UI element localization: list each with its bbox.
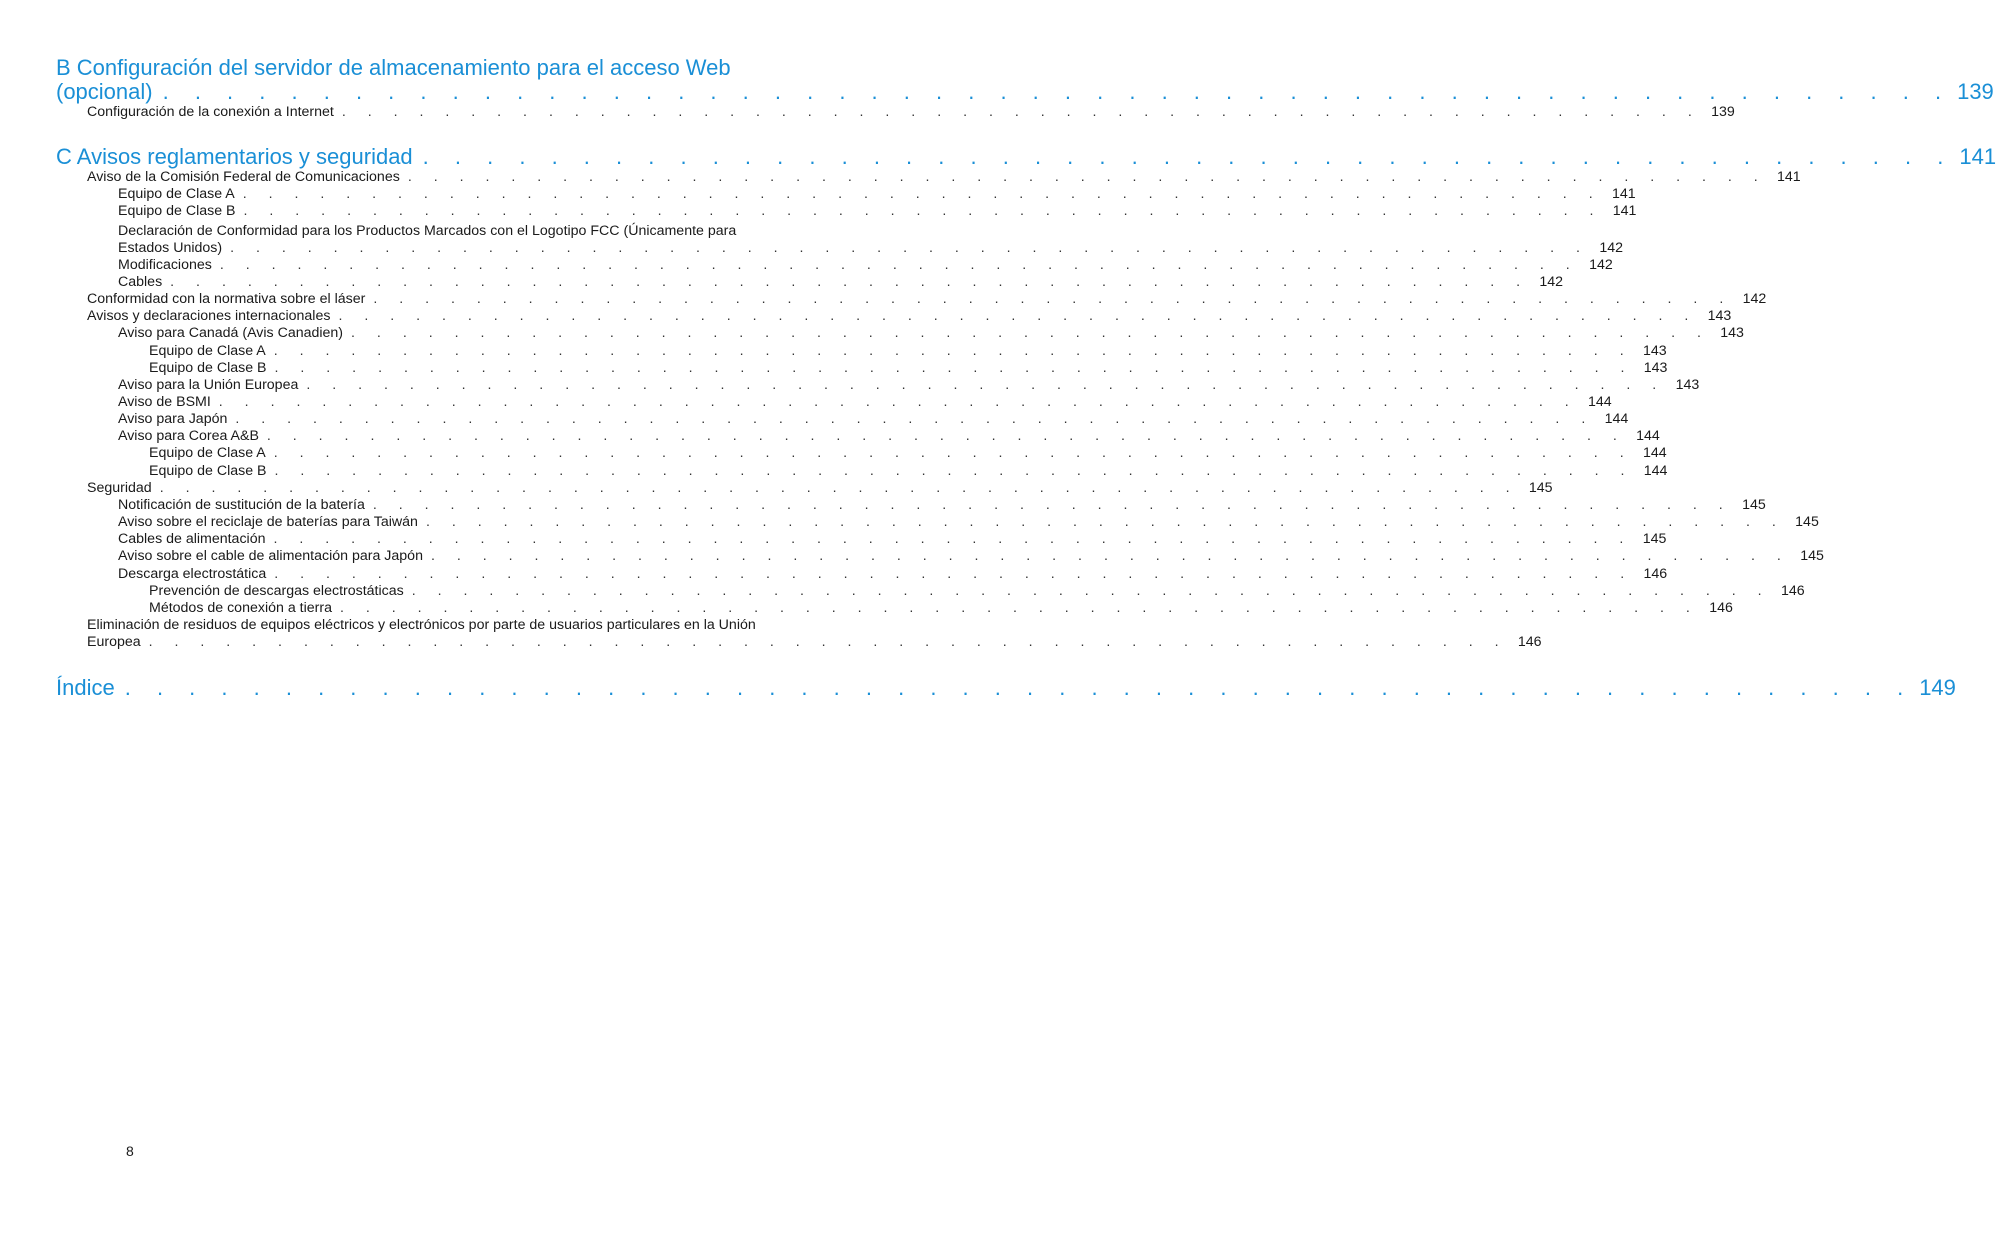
toc-entry[interactable]: [149, 600, 1733, 617]
entry-page-number: 145: [1800, 548, 1824, 564]
chapter-page-number: 139: [1957, 79, 1994, 104]
toc-entry[interactable]: [118, 325, 1744, 342]
entry-title: Aviso sobre el cable de alimentación para Japón: [118, 548, 423, 564]
chapter-title-line: B Configuración del servidor de almacenamiento para el acceso Web: [56, 55, 731, 80]
toc-entry[interactable]: [118, 497, 1766, 514]
toc-entry[interactable]: [87, 291, 1767, 308]
entry-title: Métodos de conexión a tierra: [149, 600, 332, 616]
entry-title: Aviso de la Comisión Federal de Comunicaciones: [87, 169, 400, 185]
entry-title: Equipo de Clase A: [149, 445, 266, 461]
entry-title: Descarga electrostática: [118, 566, 267, 582]
chapter-page-number: 141: [1959, 144, 1996, 169]
toc-entry[interactable]: [149, 360, 1668, 377]
dot-leader: . . . . . . . . . . . . . . . . . . . . . . . . . . . . . . . . . . . . . . . . . . . . . . . . . . . . .: [159, 480, 1519, 496]
entry-title: Prevención de descargas electrostáticas: [149, 583, 404, 599]
entry-page-number: 146: [1643, 566, 1668, 582]
toc-entry[interactable]: [118, 257, 1613, 274]
dot-leader: . . . . . . . . . . . . . . . . . . . . . . . . . . . . . . . . . . . . . . . . . . . . . . . . . . . . .: [219, 257, 1579, 273]
toc-entry[interactable]: [118, 566, 1668, 583]
entry-title: Seguridad: [87, 480, 152, 496]
dot-leader: . . . . . . . . . . . . . . . . . . . . . . . . . . . . . . . . . . . . . . . . . . . . . . . . . . . . .: [273, 445, 1633, 461]
dot-leader: . . . . . . . . . . . . . . . . . . . . . . . . . . . . . . . . . . . . . . . . . . . . . . . . . . . . .: [274, 463, 1634, 479]
dot-leader: . . . . . . . . . . . . . . . . . . . . . . . . . . . . . . . . . . . . . . . . . . . . . . . . . . . . . . . .: [162, 79, 1952, 104]
entry-title: Aviso para Corea A&B: [118, 428, 259, 444]
dot-leader: . . . . . . . . . . . . . . . . . . . . . . . . . . . . . . . . . . . . . . . . . . . . . . . . . . . . .: [218, 394, 1578, 410]
entry-title: Equipo de Clase B: [118, 203, 236, 219]
entry-title: Avisos y declaraciones internacionales: [87, 308, 331, 324]
toc-entry[interactable]: [118, 514, 1819, 531]
entry-title: Modificaciones: [118, 257, 212, 273]
entry-title: Aviso para la Unión Europea: [118, 377, 299, 393]
toc-entry[interactable]: [149, 463, 1668, 480]
entry-page-number: 142: [1599, 240, 1623, 256]
entry-title-line: Eliminación de residuos de equipos eléctricos y electrónicos por parte de usuarios particulares en la Unión: [87, 617, 756, 633]
entry-title: Cables de alimentación: [118, 531, 266, 547]
entry-page-number: 145: [1742, 497, 1766, 513]
entry-title: Aviso sobre el reciclaje de baterías para Taiwán: [118, 514, 418, 530]
dot-leader: . . . . . . . . . . . . . . . . . . . . . . . . . . . . . . . . . . . . . . . . . . . . . . . . . . . . .: [351, 325, 1710, 341]
entry-page-number: 143: [1675, 377, 1700, 393]
entry-title: Cables: [118, 274, 163, 290]
entry-title-line: Declaración de Conformidad para los Productos Marcados con el Logotipo FCC (Únicamente para: [118, 223, 737, 239]
toc-chapter-c[interactable]: [56, 144, 1996, 169]
entry-page-number: 141: [1612, 203, 1637, 219]
chapter-title: Índice: [56, 675, 115, 700]
dot-leader: . . . . . . . . . . . . . . . . . . . . . . . . . . . . . . . . . . . . . . . . . . . . . . . . . . . . .: [338, 308, 1698, 324]
entry-page-number: 142: [1742, 291, 1767, 307]
entry-page-number: 144: [1636, 428, 1660, 444]
dot-leader: . . . . . . . . . . . . . . . . . . . . . . . . . . . . . . . . . . . . . . . . . . . . . . . . . . . . .: [407, 169, 1767, 185]
entry-page-number: 144: [1642, 445, 1667, 461]
entry-page-number: 142: [1589, 257, 1613, 273]
toc-chapter-index[interactable]: [56, 675, 1956, 700]
dot-leader: . . . . . . . . . . . . . . . . . . . . . . . . . . . . . . . . . . . . . . . . . . . . . . . . . . . . .: [430, 548, 1790, 564]
dot-leader: . . . . . . . . . . . . . . . . . . . . . . . . . . . . . . . . . . . . . . . . . . . . . . . . . . . . .: [425, 514, 1785, 530]
dot-leader: . . . . . . . . . . . . . . . . . . . . . . . . . . . . . . . . . . . . . . . . . . . . . . . . . . . . .: [341, 104, 1701, 120]
entry-title: Equipo de Clase A: [149, 343, 266, 359]
entry-page-number: 146: [1780, 583, 1805, 599]
entry-page-number: 144: [1588, 394, 1612, 410]
toc-chapter-b[interactable]: [56, 55, 1994, 104]
entry-page-number: 146: [1709, 600, 1733, 616]
dot-leader: . . . . . . . . . . . . . . . . . . . . . . . . . . . . . . . . . . . . . . . . . . . . . . . . . . . . .: [235, 411, 1595, 427]
dot-leader: . . . . . . . . . . . . . . . . . . . . . . . . . . . . . . . . . . . . . . . . . . . . . . . . . . . . .: [230, 240, 1589, 256]
entry-page-number: 141: [1611, 186, 1636, 202]
dot-leader: . . . . . . . . . . . . . . . . . . . . . . . . . . . . . . . . . . . . . . . . . . . . . . . . . . . . .: [306, 377, 1666, 393]
dot-leader: . . . . . . . . . . . . . . . . . . . . . . . . . . . . . . . . . . . . . . . . . . . . . . . . . . . . .: [274, 360, 1634, 376]
entry-page-number: 144: [1643, 463, 1668, 479]
toc-entry[interactable]: [118, 548, 1824, 565]
dot-leader: . . . . . . . . . . . . . . . . . . . . . . . . . . . . . . . . . . . . . . . . . . . . . . . . . . . . .: [266, 428, 1626, 444]
dot-leader: . . . . . . . . . . . . . . . . . . . . . . . . . . . . . . . . . . . . . . . . . . . . . . . . . . . . .: [170, 274, 1530, 290]
chapter-page-number: 149: [1919, 675, 1956, 700]
dot-leader: . . . . . . . . . . . . . . . . . . . . . . . . . . . . . . . . . . . . . . . . . . . . . . . . . . . . .: [242, 186, 1602, 202]
entry-page-number: 143: [1720, 325, 1744, 341]
toc-entry[interactable]: [149, 583, 1805, 600]
entry-title: Notificación de sustitución de la batería: [118, 497, 365, 513]
dot-leader: . . . . . . . . . . . . . . . . . . . . . . . . . . . . . . . . . . . . . . . . . . . . . . . . . . . . . . . .: [124, 675, 1914, 700]
dot-leader: . . . . . . . . . . . . . . . . . . . . . . . . . . . . . . . . . . . . . . . . . . . . . . . . . . . . .: [273, 343, 1633, 359]
dot-leader: . . . . . . . . . . . . . . . . . . . . . . . . . . . . . . . . . . . . . . . . . . . . . . . . . . . . .: [273, 531, 1633, 547]
entry-title: Conformidad con la normativa sobre el láser: [87, 291, 366, 307]
page-number: 8: [126, 1143, 134, 1159]
dot-leader: . . . . . . . . . . . . . . . . . . . . . . . . . . . . . . . . . . . . . . . . . . . . . . . . . . . . .: [274, 566, 1634, 582]
toc-entry[interactable]: [118, 411, 1629, 428]
entry-page-number: 143: [1707, 308, 1732, 324]
entry-title: Aviso de BSMI: [118, 394, 211, 410]
toc-entry[interactable]: [118, 377, 1700, 394]
entry-page-number: 143: [1643, 360, 1668, 376]
entry-page-number: 142: [1539, 274, 1564, 290]
entry-title: Estados Unidos): [118, 240, 223, 256]
dot-leader: . . . . . . . . . . . . . . . . . . . . . . . . . . . . . . . . . . . . . . . . . . . . . . . . . . . . .: [148, 634, 1508, 650]
entry-page-number: 139: [1711, 104, 1735, 120]
entry-title: Equipo de Clase B: [149, 360, 267, 376]
entry-page-number: 141: [1777, 169, 1801, 185]
entry-title: Aviso para Japón: [118, 411, 228, 427]
toc-entry[interactable]: [149, 343, 1667, 360]
toc-entry[interactable]: [118, 428, 1660, 445]
entry-title: Aviso para Canadá (Avis Canadien): [118, 325, 344, 341]
toc-entry[interactable]: [149, 445, 1667, 462]
toc-entry[interactable]: [118, 274, 1564, 291]
toc-entry[interactable]: [87, 169, 1801, 186]
entry-title: Equipo de Clase A: [118, 186, 235, 202]
toc-entry[interactable]: [87, 480, 1553, 497]
toc-entry[interactable]: [118, 203, 1637, 220]
entry-page-number: 146: [1517, 634, 1542, 650]
entry-page-number: 145: [1795, 514, 1819, 530]
entry-page-number: 145: [1642, 531, 1667, 547]
toc-entry[interactable]: [87, 104, 1735, 121]
entry-page-number: 144: [1604, 411, 1629, 427]
toc-entry[interactable]: [87, 308, 1732, 325]
toc-entry[interactable]: [118, 186, 1636, 203]
entry-title: Equipo de Clase B: [149, 463, 267, 479]
toc-entry[interactable]: [118, 223, 1623, 257]
entry-page-number: 143: [1642, 343, 1667, 359]
dot-leader: . . . . . . . . . . . . . . . . . . . . . . . . . . . . . . . . . . . . . . . . . . . . . . . . . . . . .: [372, 497, 1732, 513]
dot-leader: . . . . . . . . . . . . . . . . . . . . . . . . . . . . . . . . . . . . . . . . . . . . . . . .: [422, 144, 1954, 169]
chapter-title: (opcional): [56, 79, 153, 104]
dot-leader: . . . . . . . . . . . . . . . . . . . . . . . . . . . . . . . . . . . . . . . . . . . . . . . . . . . . .: [339, 600, 1699, 616]
entry-title: Europea: [87, 634, 141, 650]
toc-entry[interactable]: [118, 531, 1667, 548]
toc-entry[interactable]: [118, 394, 1612, 411]
entry-page-number: 145: [1528, 480, 1553, 496]
entry-title: Configuración de la conexión a Internet: [87, 104, 334, 120]
chapter-title: C Avisos reglamentarios y seguridad: [56, 144, 413, 169]
toc-entry[interactable]: [87, 617, 1542, 651]
dot-leader: . . . . . . . . . . . . . . . . . . . . . . . . . . . . . . . . . . . . . . . . . . . . . . . . . . . . .: [373, 291, 1733, 307]
dot-leader: . . . . . . . . . . . . . . . . . . . . . . . . . . . . . . . . . . . . . . . . . . . . . . . . . . . . .: [411, 583, 1771, 599]
dot-leader: . . . . . . . . . . . . . . . . . . . . . . . . . . . . . . . . . . . . . . . . . . . . . . . . . . . . .: [243, 203, 1603, 219]
